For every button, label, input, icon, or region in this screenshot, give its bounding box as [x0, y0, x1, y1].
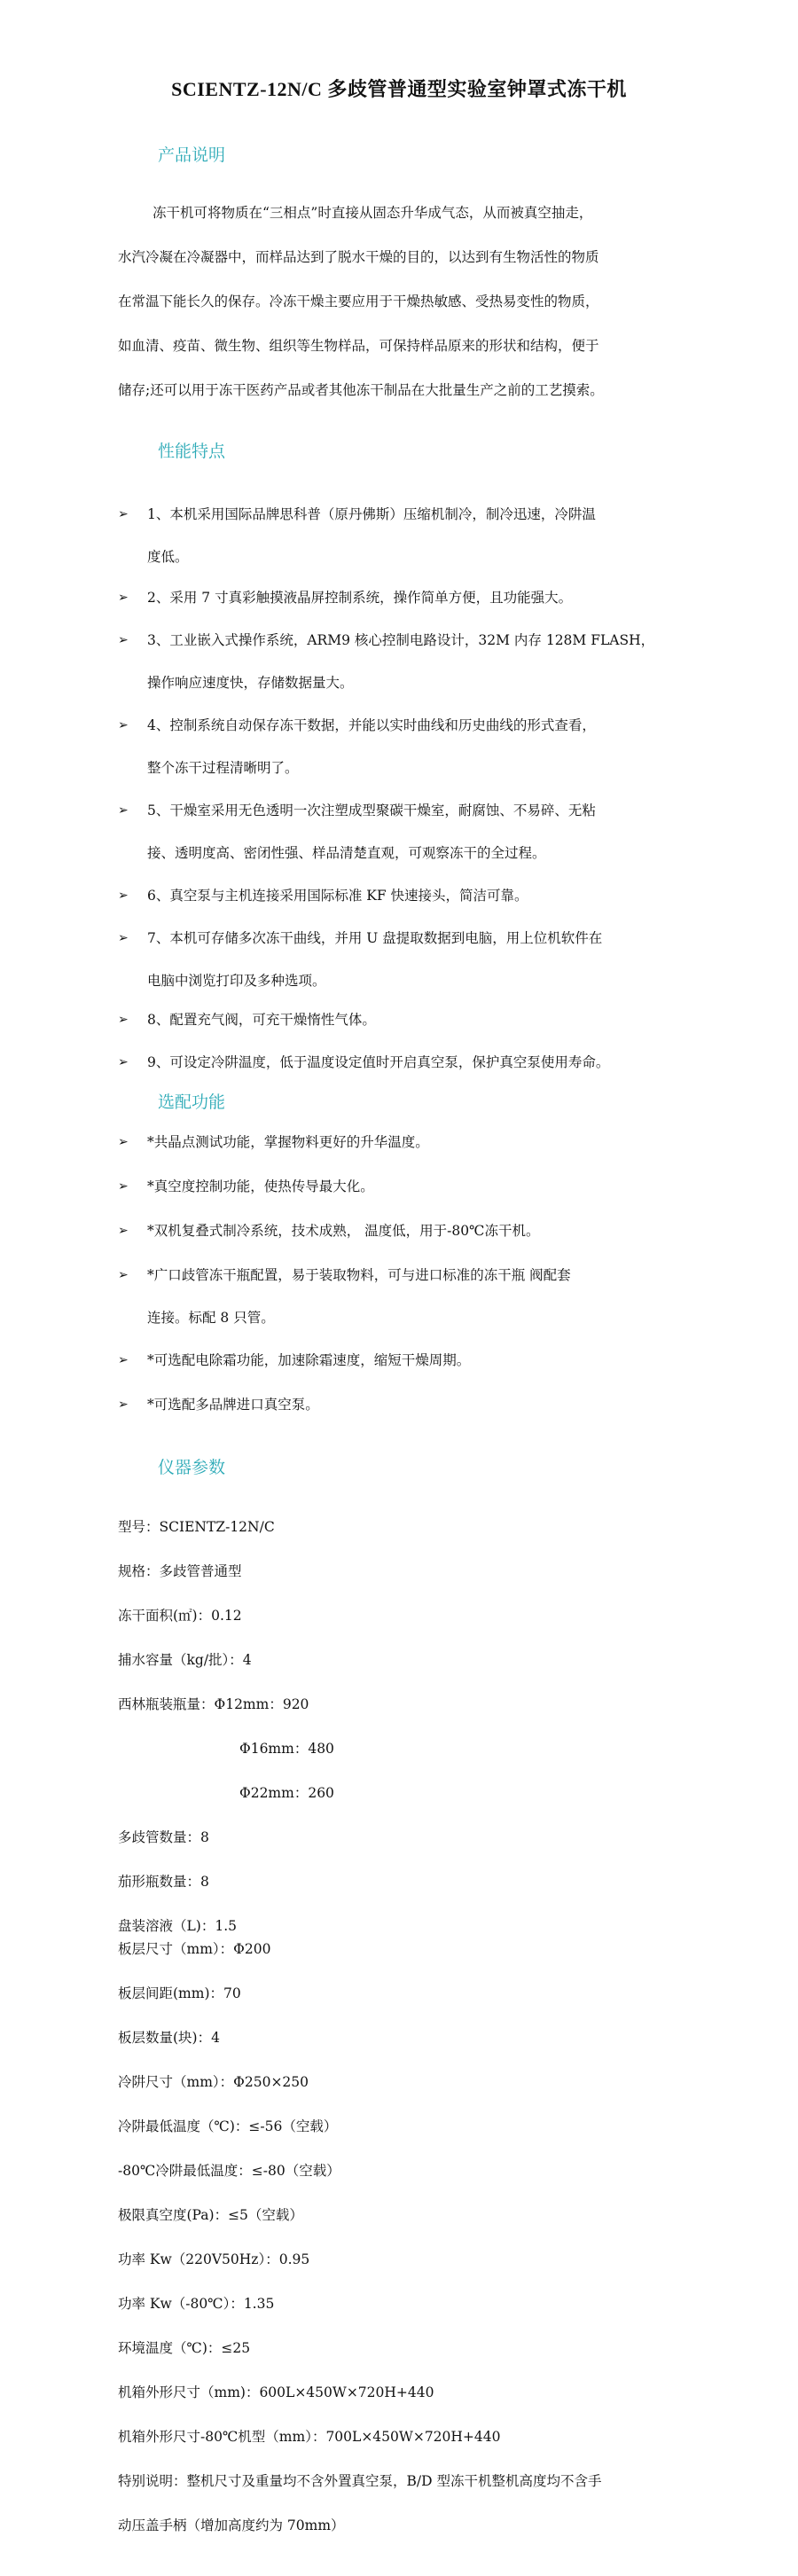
- feature-line: 接、透明度高、密闭性强、样品清楚直观，可观察冻干的全过程。: [147, 845, 546, 861]
- feature-line: 5、干燥室采用无色透明一次注塑成型聚碳干燥室，耐腐蚀、不易碎、无粘: [147, 803, 596, 818]
- document-title: SCIENTZ-12N/C 多歧管普通型实验室钟罩式冻干机: [171, 78, 627, 100]
- option-line: *可选配多品牌进口真空泵。: [147, 1397, 319, 1413]
- feature-line: 4、控制系统自动保存冻干数据，并能以实时曲线和历史曲线的形式查看，: [147, 717, 596, 733]
- option-line: *真空度控制功能，使热传导最大化。: [147, 1178, 374, 1194]
- param-line: 机箱外形尺寸（mm)：600L×450W×720H+440: [118, 2384, 434, 2400]
- description-heading: 产品说明: [158, 145, 226, 165]
- arrow-bullet-icon: ➢: [118, 633, 129, 647]
- feature-line: 操作响应速度快，存储数据量大。: [147, 675, 354, 691]
- feature-line: 度低。: [147, 549, 189, 565]
- feature-line: 2、采用 7 寸真彩触摸液晶屏控制系统，操作简单方便，且功能强大。: [147, 590, 573, 606]
- param-line: 西林瓶装瓶量：Φ12mm：920: [118, 1696, 309, 1712]
- option-line: 连接。标配 8 只管。: [147, 1310, 275, 1326]
- param-line: 特别说明：整机尺寸及重量均不含外置真空泵，B/D 型冻干机整机高度均不含手: [118, 2473, 602, 2489]
- feature-line: 3、工业嵌入式操作系统，ARM9 核心控制电路设计，32M 内存 128M FLASH，: [147, 632, 655, 648]
- arrow-bullet-icon: ➢: [118, 1268, 129, 1282]
- feature-line: 7、本机可存储多次冻干曲线，并用 U 盘提取数据到电脑，用上位机软件在: [147, 930, 603, 946]
- description-line: 储存;还可以用于冻干医药产品或者其他冻干制品在大批量生产之前的工艺摸索。: [118, 382, 604, 398]
- arrow-bullet-icon: ➢: [118, 718, 129, 732]
- arrow-bullet-icon: ➢: [118, 1135, 129, 1149]
- feature-line: 整个冻干过程清晰明了。: [147, 760, 299, 776]
- feature-line: 1、本机采用国际品牌思科普（原丹佛斯）压缩机制冷，制冷迅速，冷阱温: [147, 506, 596, 522]
- arrow-bullet-icon: ➢: [118, 1353, 129, 1367]
- param-line: 盘装溶液（L)：1.5: [118, 1918, 237, 1934]
- description-line: 冻干机可将物质在“三相点”时直接从固态升华成气态，从而被真空抽走，: [153, 205, 593, 221]
- feature-line: 8、配置充气阀，可充干燥惰性气体。: [147, 1012, 376, 1028]
- param-line: -80℃冷阱最低温度：≤-80（空载）: [118, 2163, 340, 2179]
- param-line: 功率 Kw（-80℃）：1.35: [118, 2296, 275, 2312]
- options-heading: 选配功能: [158, 1092, 226, 1112]
- arrow-bullet-icon: ➢: [118, 1055, 129, 1069]
- param-line: 捕水容量（kg/批）：4: [118, 1652, 252, 1668]
- arrow-bullet-icon: ➢: [118, 507, 129, 521]
- arrow-bullet-icon: ➢: [118, 591, 129, 605]
- description-line: 在常温下能长久的保存。冷冻干燥主要应用于干燥热敏感、受热易变性的物质，: [118, 294, 599, 309]
- arrow-bullet-icon: ➢: [118, 1398, 129, 1412]
- param-line: 冷阱最低温度（℃)：≤-56（空载）: [118, 2118, 338, 2134]
- params-heading: 仪器参数: [158, 1458, 226, 1477]
- option-line: *双机复叠式制冷系统，技术成熟， 温度低，用于-80℃冻干机。: [147, 1223, 540, 1239]
- param-line: 板层间距(mm)：70: [118, 1985, 241, 2001]
- param-line: 板层数量(块)：4: [118, 2030, 220, 2046]
- param-line: 冷阱尺寸（mm）：Φ250×250: [118, 2074, 309, 2090]
- param-line: Φ16mm：480: [239, 1741, 334, 1757]
- param-line: 极限真空度(Pa)：≤5（空载）: [118, 2207, 303, 2223]
- arrow-bullet-icon: ➢: [118, 1013, 129, 1027]
- param-line: 冻干面积(㎡)：0.12: [118, 1608, 242, 1624]
- option-line: *可选配电除霜功能，加速除霜速度，缩短干燥周期。: [147, 1352, 471, 1368]
- arrow-bullet-icon: ➢: [118, 889, 129, 903]
- param-line: 规格：多歧管普通型: [118, 1563, 242, 1579]
- description-line: 如血清、疫苗、微生物、组织等生物样品，可保持样品原来的形状和结构，便于: [118, 338, 599, 354]
- arrow-bullet-icon: ➢: [118, 1224, 129, 1238]
- arrow-bullet-icon: ➢: [118, 931, 129, 945]
- arrow-bullet-icon: ➢: [118, 1179, 129, 1194]
- param-line: 多歧管数量：8: [118, 1829, 209, 1845]
- feature-line: 9、可设定冷阱温度，低于温度设定值时开启真空泵，保护真空泵使用寿命。: [147, 1054, 610, 1070]
- option-line: *共晶点测试功能，掌握物料更好的升华温度。: [147, 1134, 429, 1150]
- option-line: *广口歧管冻干瓶配置，易于装取物料，可与进口标准的冻干瓶 阀配套: [147, 1267, 571, 1283]
- param-line: 型号：SCIENTZ-12N/C: [118, 1519, 275, 1535]
- arrow-bullet-icon: ➢: [118, 803, 129, 818]
- param-line: 动压盖手柄（增加高度约为 70mm）: [118, 2517, 345, 2533]
- feature-line: 6、真空泵与主机连接采用国际标准 KF 快速接头，简洁可靠。: [147, 888, 528, 904]
- param-line: 茄形瓶数量：8: [118, 1874, 209, 1890]
- description-line: 水汽冷凝在冷凝器中，而样品达到了脱水干燥的目的，以达到有生物活性的物质: [118, 249, 599, 265]
- param-line: 板层尺寸（mm）：Φ200: [118, 1941, 271, 1957]
- feature-line: 电脑中浏览打印及多种选项。: [147, 973, 326, 989]
- param-line: 功率 Kw（220V50Hz）：0.95: [118, 2251, 310, 2267]
- param-line: Φ22mm：260: [239, 1785, 334, 1801]
- param-line: 环境温度（℃)：≤25: [118, 2340, 251, 2356]
- param-line: 机箱外形尺寸-80℃机型（mm）：700L×450W×720H+440: [118, 2429, 501, 2445]
- features-heading: 性能特点: [158, 442, 226, 461]
